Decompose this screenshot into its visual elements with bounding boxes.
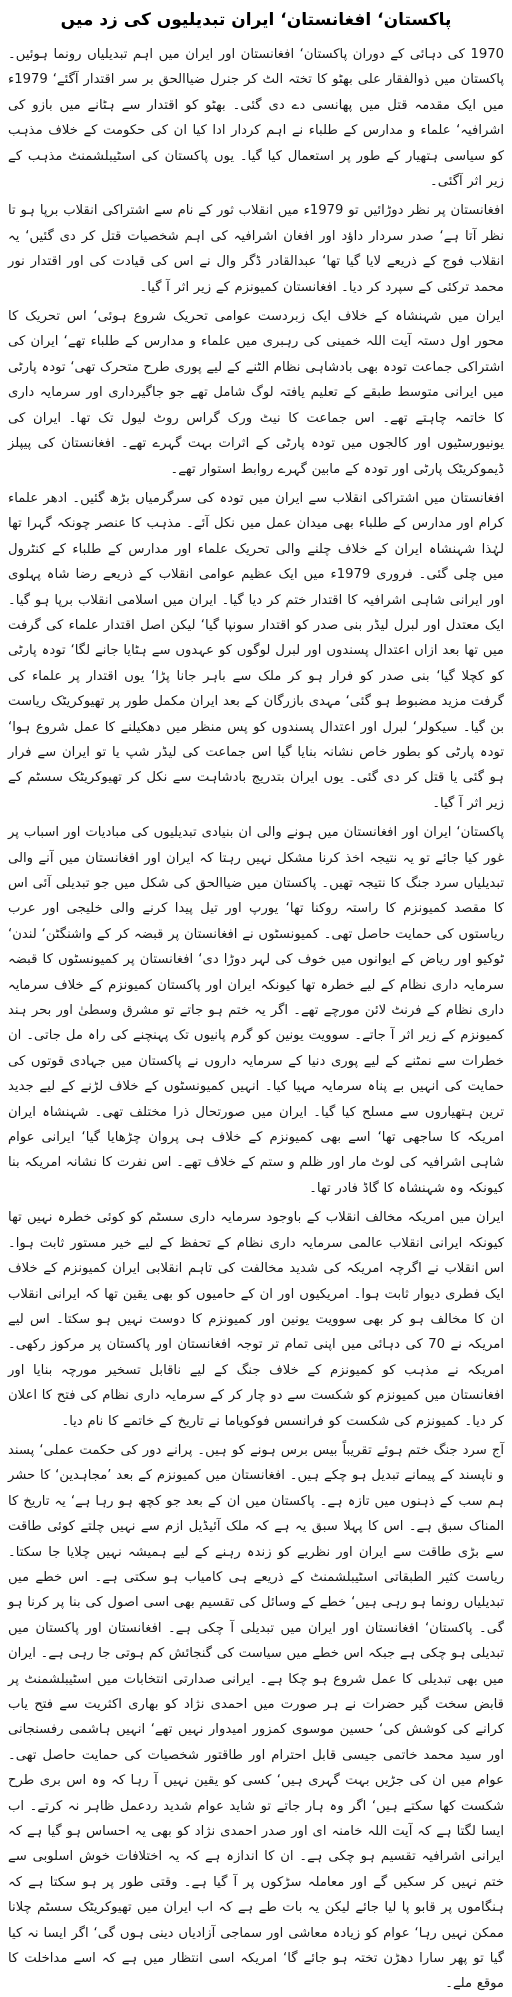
article-paragraph: پاکستان‘ ایران اور افغانستان میں ہونے والی ان بنیادی تبدیلیوں کی مبادیات اور اسباب پر غور کیا جائے تو یہ نتیجہ اخذ کرنا مشکل نہیں رہتا کہ ایران اور افغانستان میں آنے والی تبدیلیاں سرد جنگ کا نتیجہ تھیں۔ پاکستان میں ضیاالحق کی شکل میں جو تبدیلی آئی اس کا مقصد کمیونزم کا راستہ روکنا تھا‘ یورپ اور تیل پیدا کرنے والی خلیجی اور عرب ریاستوں کی حمایت حاصل تھی۔ کمیونسٹوں نے افغانستان پر قبضہ کر کے واشنگٹن‘ لندن‘ ٹوکیو اور ریاض کے ایوانوں میں خوف کی لہر دوڑا دی‘ افغانستان پر کمیونسٹوں کا قبضہ سرمایہ داری نظام کے لیے خطرہ تھا کیونکہ ایران اور پاکستان کمیونزم کے خلاف سرمایہ داری نظام کے فرنٹ لائن مورچے تھے۔ اگر یہ ختم ہو جاتے تو مشرق وسطیٰ اور بحر ہند کمیونزم کے زیر اثر آ جاتے۔ سوویت یونین کو گرم پانیوں تک پہنچنے کی راہ مل جاتی۔ ان خطرات سے نمٹنے کے لیے پوری دنیا کے سرمایہ داروں نے پاکستان میں جہادی قوتوں کی حمایت کی انہیں بے پناہ سرمایہ مہیا کیا۔ انہیں کمیونسٹوں کے خلاف لڑنے کے لیے جدید ترین ہتھیاروں سے مسلح کیا گیا۔ ایران میں صورتحال ذرا مختلف تھی۔ شہنشاہ ایران امریکہ کا ساجھی تھا‘ اسے بھی کمیونزم کے خلاف ہی پروان چڑھایا گیا‘ ایرانی عوام شاہی اشرافیہ کی لوٹ مار اور ظلم و ستم کے خلاف تھے۔ اس نفرت کا نشانہ امریکہ بنا کیونکہ وہ شہنشاہ کا گاڈ فادر تھا۔ — [8, 825, 504, 1196]
article-paragraph: ایران میں امریکہ مخالف انقلاب کے باوجود سرمایہ داری سسٹم کو کوئی خطرہ نہیں تھا کیونکہ ایرانی انقلاب عالمی سرمایہ داری نظام کے تحفظ کے لیے خیر مستور ثابت ہوا۔ اس انقلاب نے اگرچہ امریکہ کی شدید مخالفت کی تاہم انقلابی ایران کمیونزم کے خلاف ایک فطری دیوار ثابت ہوا۔ امریکیوں اور ان کے حامیوں کو بھی یقین تھا کہ ایرانی انقلاب ان کا مخالف ہو کر بھی سوویت یونین اور کمیونزم کا دوست نہیں ہو سکتا۔ اس لیے امریکہ نے 70 کی دہائی میں اپنی تمام تر توجہ افغانستان اور پاکستان پر مرکوز رکھی۔ امریکہ نے مذہب کو کمیونزم کے خلاف جنگ کے لیے ناقابل تسخیر مورچہ بنایا اور افغانستان میں کمیونزم کو شکست سے دو چار کر کے سرمایہ داری نظام کی فتح کا اعلان کر دیا۔ کمیونزم کی شکست کو فرانسس فوکویاما نے تاریخ کے خاتمے کا نام دیا۔ — [8, 1210, 505, 1429]
article-paragraph: افغانستان پر نظر دوڑائیں تو 1979ء میں انقلاب ثور کے نام سے اشتراکی انقلاب برپا ہو تا نظر آتا ہے‘ صدر سردار داؤد اور افغان اشرافیہ کی اہم شخصیات قتل کر دی گئیں‘ یہ انقلاب فوج کے ذریعے لایا گیا تھا‘ عبدالقادر ڈگر وال نے اس کی قیادت کی اور اقتدار نور محمد ترکئی کے سپرد کر دیا۔ افغانستان کمیونزم کے زیر اثر آ گیا۔ — [8, 203, 504, 295]
article-paragraph: 1970 کی دہائی کے دوران پاکستان‘ افغانستان اور ایران میں اہم تبدیلیاں رونما ہوئیں۔ پاکستان میں ذوالفقار علی بھٹو کا تختہ الٹ کر جنرل ضیاالحق بر سر اقتدار آگئے‘ 1979ء میں ایک مقدمہ قتل میں پھانسی دے دی گئی۔ بھٹو کو اقتدار سے ہٹانے میں بازو کی اشرافیہ‘ علماء و مدارس کے طلباء نے اہم کردار ادا کیا ان کی حکومت کے خلاف مذہب کو سیاسی ہتھیار کے طور پر استعمال کیا گیا۔ یوں پاکستان کی اسٹیبلشمنٹ مذہب کے زیر اثر آگئی۔ — [8, 47, 504, 190]
article-paragraph: ایران میں شہنشاہ کے خلاف ایک زبردست عوامی تحریک شروع ہوئی‘ اس تحریک کا محور اول دستہ آیت اللہ خمینی کی رہبری میں علماء و مدارس کے طلباء تھے‘ ایران کی اشتراکی جماعت تودہ بھی بادشاہی نظام الٹنے کے لیے پوری طرح متحرک تھی‘ تودہ پارٹی میں ایرانی متوسط طبقے کے تعلیم یافتہ لوگ شامل تھے جو جاگیرداری اور سرمایہ داری کا خاتمہ چاہتے تھے۔ اس جماعت کا نیٹ ورک گراس روٹ لیول تک تھا۔ ایران کی یونیورسٹیوں اور کالجوں میں تودہ پارٹی کے اثرات بہت گہرے تھے۔ افغانستان کی پیپلز ڈیموکریٹک پارٹی اور تودہ کے مابین گہرے روابط استوار تھے۔ — [8, 309, 504, 477]
article-headline: پاکستان‘ افغانستان‘ ایران تبدیلیوں کی زد میں — [60, 10, 452, 30]
article-body — [8, 42, 504, 1997]
article-paragraph: آج سرد جنگ ختم ہوئے تقریباً بیس برس ہونے کو ہیں۔ پرانے دور کی حکمت عملی‘ پسند و ناپسند کے پیمانے تبدیل ہو چکے ہیں۔ افغانستان میں کمیونزم کے بعد ’مجاہدین‘ کا حشر ہم سب کے ذہنوں میں تازہ ہے۔ پاکستان میں ان کے بعد جو کچھ ہو رہا ہے‘ یہ تاریخ کا المناک سبق ہے۔ اس کا پہلا سبق یہ ہے کہ ملک آئیڈیل ازم سے نہیں چلتے کوئی طاقت سے بڑی طاقت سے ایران اور نظریے کو زندہ رہنے کے لیے ہمیشہ نہیں چلایا جا سکتا۔ ریاست کثیر الطبقاتی اسٹیبلشمنٹ کے ذریعے ہی کامیاب ہو سکتی ہے۔ اس خطے میں تبدیلیاں رونما ہو رہی ہیں‘ خطے کے وسائل کی تقسیم بھی اسی اصول کی بنا پر کرنا ہو گی۔ پاکستان‘ افغانستان اور ایران میں تبدیلی آ چکی ہے۔ افغانستان اور پاکستان میں تبدیلی ہو چکی ہے جبکہ اس خطے میں سیاست کی گنجائش کم ہوتی جا رہی ہے۔ ایران میں بھی تبدیلی کا عمل شروع ہو چکا ہے۔ ایرانی صدارتی انتخابات میں اسٹیبلشمنٹ پر قابض سخت گیر حضرات نے ہر صورت میں احمدی نژاد کو بھاری اکثریت سے فتح یاب کرانے کی کوشش کی‘ حسین موسوی کمزور امیدوار نہیں تھے‘ انہیں ہاشمی رفسنجانی اور سید محمد خاتمی جیسی قابل احترام اور طاقتور شخصیات کی حمایت حاصل تھی۔ عوام میں ان کی جڑیں بہت گہری ہیں‘ کسی کو یقین نہیں آ رہا کہ وہ اس بری طرح شکست کھا سکتے ہیں‘ اگر وہ ہار جاتے تو شاید عوام شدید ردعمل ظاہر نہ کرتے۔ اب ایسا لگتا ہے کہ آیت اللہ خامنہ ای اور صدر احمدی نژاد کو بھی یہ احساس ہو گیا ہے کہ ایرانی اشرافیہ تقسیم ہو چکی ہے۔ ان کا اندازہ ہے کہ یہ اختلافات خوش اسلوبی سے ختم نہیں کر سکیں گے اور معاملہ سڑکوں پر آ گیا ہے۔ وقتی طور پر ہو سکتا ہے کہ ہنگاموں پر قابو پا لیا جائے لیکن یہ بات طے ہے کہ اب ایران میں تھیوکریٹک سسٹم چلانا ممکن نہیں رہا‘ عوام کو زیادہ معاشی اور سماجی آزادیاں دینی ہوں گی‘ اگر ایسا نہ کیا گیا تو پھر سارا دھڑن تختہ ہو جائے گا‘ امریکہ اسی انتظار میں ہے کہ اسے مداخلت کا موقع ملے۔ — [7, 1442, 504, 1992]
article-paragraph: افغانستان میں اشتراکی انقلاب سے ایران میں تودہ کی سرگرمیاں بڑھ گئیں۔ ادھر علماء کرام اور مدارس کے طلباء بھی میدان عمل میں نکل آئے۔ مذہب کا عنصر چونکہ گہرا تھا لہٰذا شہنشاہ ایران کے خلاف چلنے والی تحریک علماء اور مدارس کے طلباء کے کنٹرول میں چلی گئی۔ فروری 1979ء میں ایک عظیم عوامی انقلاب کے ذریعے رضا شاہ پہلوی اور ایرانی شاہی اشرافیہ کا اقتدار ختم کر دیا گیا۔ ایران میں اسلامی انقلاب برپا ہو گیا۔ ایک معتدل اور لبرل لیڈر بنی صدر کو اقتدار سونپا گیا‘ لیکن اصل اقتدار علماء کی گرفت میں تھا بعد ازاں اعتدال پسندوں اور لبرل لوگوں کو عہدوں سے ہٹایا جانے لگا‘ تودہ پارٹی کو کچلا گیا‘ بنی صدر کو فرار ہو کر ملک سے باہر جانا پڑا‘ یوں اقتدار پر علماء کی گرفت مزید مضبوط ہو گئی‘ مہدی بازرگان کے بعد ایران مکمل طور پر تھیوکریٹک ریاست بن گیا۔ سیکولر‘ لبرل اور اعتدال پسندوں کو پس منظر میں دھکیلنے کا عمل شروع ہوا‘ تودہ پارٹی کو بطور خاص نشانہ بنایا گیا اس جماعت کی لیڈر شپ یا تو ایران سے فرار ہو گئی یا قتل کر دی گئی۔ یوں ایران بتدریج بادشاہت سے نکل کر تھیوکریٹک سسٹم کے زیر اثر آ گیا۔ — [8, 490, 504, 811]
